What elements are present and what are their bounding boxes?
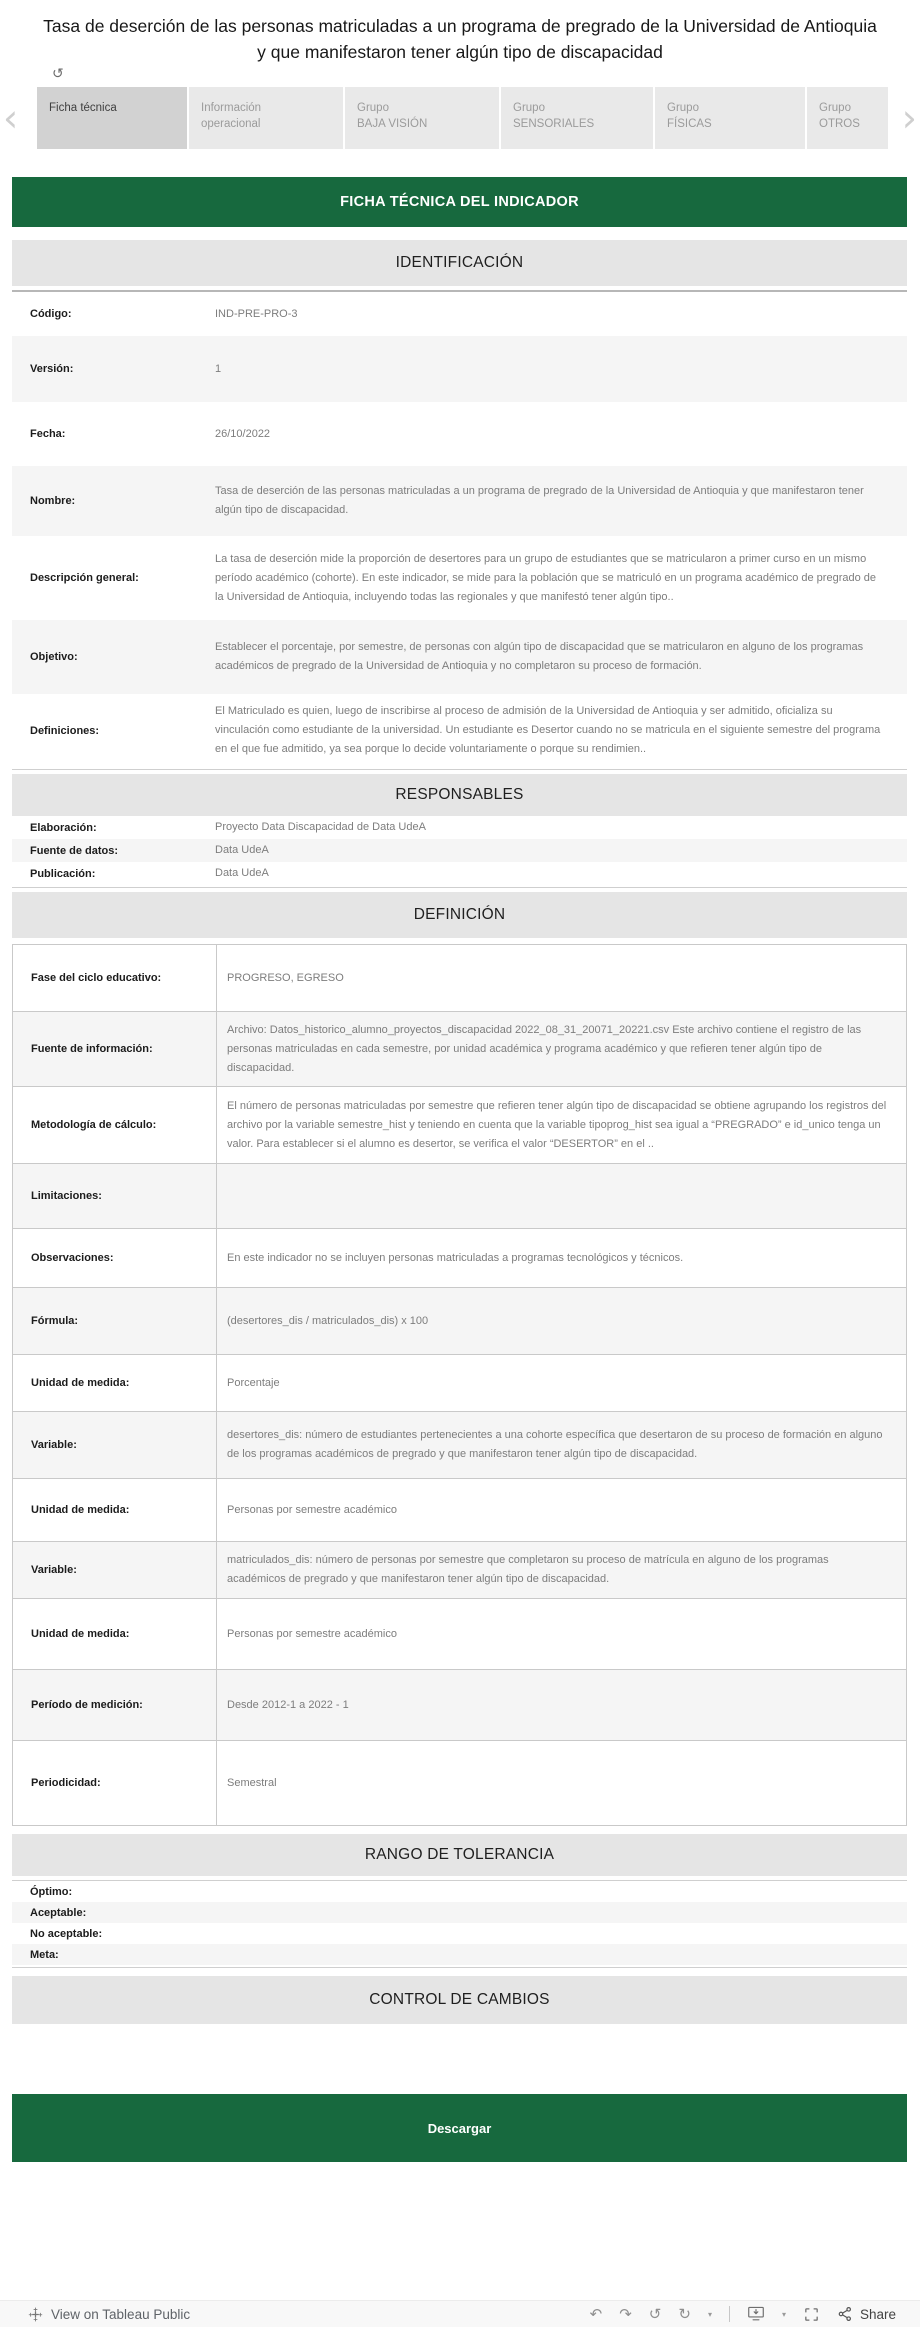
refresh-icon[interactable]: ↺ (52, 66, 64, 82)
field-label: Variable: (13, 1412, 217, 1478)
row-descripcion-general (12, 536, 907, 620)
sheet-banner: FICHA TÉCNICA DEL INDICADOR (12, 177, 907, 227)
chevron-down-icon[interactable]: ▾ (707, 2309, 712, 2319)
undo-icon[interactable]: ↶ (589, 2304, 603, 2323)
divider (12, 769, 907, 770)
field-value: Desde 2012-1 a 2022 - 1 (227, 1698, 349, 1711)
tableau-footer (0, 2300, 920, 2327)
row-elaboracion (12, 816, 907, 839)
divider (12, 1967, 907, 1968)
dashboard-title: Tasa de deserción de las personas matriculadas a un programa de pregrado de la Universidad de Antioquia y que manifestaron tener algún tipo de discapacidad (43, 16, 877, 62)
row-publicacion (12, 862, 907, 885)
field-value: 1 (215, 362, 222, 375)
field-label: Aceptable: (30, 1906, 87, 1919)
field-value: Semestral (227, 1776, 277, 1789)
def-row-fuente-informacion (13, 1012, 906, 1087)
tab-bar (0, 87, 920, 149)
tab-ficha-tecnica[interactable] (37, 87, 187, 149)
field-label: Fuente de datos: (30, 844, 119, 857)
field-label: Fecha: (30, 428, 66, 440)
tab-label: BAJA VISIÓN (357, 118, 428, 130)
descargar-button[interactable]: Descargar (12, 2094, 907, 2162)
field-label: Fase del ciclo educativo: (13, 945, 217, 1011)
fullscreen-icon[interactable] (803, 2306, 820, 2323)
field-value: Personas por semestre académico (227, 1627, 397, 1640)
tab-label: Grupo (667, 102, 699, 114)
field-label: Limitaciones: (13, 1164, 217, 1228)
tab-label: Ficha técnica (49, 102, 117, 114)
refresh-data-icon[interactable]: ↻ (678, 2304, 691, 2323)
tableau-logo-icon (28, 2307, 43, 2322)
field-value: Data UdeA (215, 844, 269, 856)
section-header-responsables: RESPONSABLES (12, 774, 907, 816)
row-meta (12, 1944, 907, 1965)
field-value: Porcentaje (227, 1376, 280, 1389)
def-row-unidad-2 (13, 1479, 906, 1542)
field-label: Meta: (30, 1948, 59, 1961)
def-row-unidad-1 (13, 1355, 906, 1412)
chevron-down-icon[interactable]: ▾ (781, 2309, 786, 2319)
row-definiciones (12, 694, 907, 767)
field-value: Personas por semestre académico (227, 1503, 397, 1516)
field-label: Unidad de medida: (13, 1355, 217, 1411)
field-label: Variable: (13, 1542, 217, 1598)
def-row-unidad-3 (13, 1599, 906, 1670)
row-fecha (12, 402, 907, 466)
tab-label: Grupo (357, 102, 389, 114)
tab-label: Grupo (819, 102, 851, 114)
def-row-formula (13, 1288, 906, 1355)
tab-grupo-baja-vision[interactable] (345, 87, 499, 149)
sheet-content (12, 177, 907, 2162)
row-fuente-datos (12, 839, 907, 862)
tab-label: operacional (201, 118, 261, 130)
share-label: Share (859, 2306, 896, 2322)
empty-area (12, 2024, 907, 2094)
def-row-metodologia (13, 1087, 906, 1164)
field-value: 26/10/2022 (215, 427, 271, 440)
def-row-periodo-medicion (13, 1670, 906, 1741)
field-value: IND-PRE-PRO-3 (215, 307, 298, 320)
row-nombre (12, 466, 907, 536)
field-label: Periodicidad: (13, 1741, 217, 1825)
row-objetivo (12, 620, 907, 694)
chevron-left-icon[interactable]: ‹ (3, 96, 19, 140)
def-row-periodicidad (13, 1741, 906, 1825)
field-value: Establecer el porcentaje, por semestre, de personas con algún tipo de discapacidad que se matricularon en alguno de los programas académicos de pregrado de la Universidad de Antioquia y no completaron su proceso de formación. (215, 641, 864, 672)
view-on-tableau-public-label: View on Tableau Public (51, 2306, 191, 2322)
def-row-variable-1 (13, 1412, 906, 1479)
field-label: Unidad de medida: (13, 1479, 217, 1541)
view-on-tableau-public-link[interactable] (28, 2307, 190, 2322)
def-row-limitaciones (13, 1164, 906, 1229)
download-device-icon[interactable] (747, 2306, 765, 2322)
field-label: Código: (30, 308, 72, 320)
row-no-aceptable (12, 1923, 907, 1944)
row-version (12, 336, 907, 402)
field-label: Nombre: (30, 495, 76, 507)
row-optimo (12, 1881, 907, 1902)
def-row-observaciones (13, 1229, 906, 1288)
definition-table (12, 944, 907, 1826)
field-label: Metodología de cálculo: (13, 1087, 217, 1163)
tab-informacion-operacional[interactable] (189, 87, 343, 149)
row-codigo (12, 292, 907, 336)
field-value: desertores_dis: número de estudiantes pertenecientes a una cohorte específica que desertaron de su proceso de formación en alguno de los programas académicos de pregrado y que manifestaron tener algún tipo de discapacidad. (227, 1429, 883, 1460)
row-aceptable (12, 1902, 907, 1923)
field-value: La tasa de deserción mide la proporción de desertores para un grupo de estudiantes que se matricularon a primer curso en un mismo período académico (cohorte). En este indicador, se mide para la población que se matriculó en un programa académico de pregrado de la Universidad de Antioquia, incluyendo todas las regionales y que manifestó tener algún tipo.. (215, 552, 877, 603)
tab-grupo-sensoriales[interactable] (501, 87, 653, 149)
tab-label: FÍSICAS (667, 118, 712, 130)
field-label: Observaciones: (13, 1229, 217, 1287)
field-value: PROGRESO, EGRESO (227, 971, 344, 984)
chevron-right-icon[interactable]: › (901, 96, 917, 140)
field-value: Archivo: Datos_historico_alumno_proyectos_discapacidad 2022_08_31_20071_20221.csv Este archivo contiene el registro de las personas matriculadas en cada semestre, por unidad académica y programa académico y que refieren tener algún tipo de discapacidad. (227, 1023, 862, 1074)
section-header-definicion: DEFINICIÓN (12, 892, 907, 938)
share-icon (837, 2306, 853, 2322)
section-header-identificacion: IDENTIFICACIÓN (12, 240, 907, 286)
tab-label: Grupo (513, 102, 545, 114)
tab-grupo-fisicas[interactable] (655, 87, 805, 149)
field-label: Elaboración: (30, 821, 97, 834)
share-button[interactable] (837, 2306, 896, 2322)
field-label: Período de medición: (13, 1670, 217, 1740)
tab-label: Información (201, 102, 262, 114)
field-value: El Matriculado es quien, luego de inscribirse al proceso de admisión de la Universidad de Antioquia y ser admitido, oficializa su vinculación como estudiante de la universidad. Un estudiante es Desertor cuando no se matricula en el siguiente semestre del programa en el que fue admitido, ya sea porque lo decide voluntariamente o porque su rendimien.. (215, 705, 881, 755)
field-value: Data UdeA (215, 867, 269, 879)
field-label: Publicación: (30, 867, 96, 880)
def-row-variable-2 (13, 1542, 906, 1599)
field-label: No aceptable: (30, 1927, 103, 1940)
redo-icon[interactable]: ↷ (619, 2304, 632, 2323)
section-header-control-cambios: CONTROL DE CAMBIOS (12, 1976, 907, 2024)
field-value: En este indicador no se incluyen personas matriculadas a programas tecnológicos y técnicos. (227, 1251, 684, 1264)
field-label: Descripción general: (30, 572, 139, 584)
field-label: Versión: (30, 363, 74, 375)
field-value (217, 1164, 906, 1228)
section-header-rango-tolerancia: RANGO DE TOLERANCIA (12, 1834, 907, 1876)
divider (12, 887, 907, 888)
tab-label: SENSORIALES (513, 118, 595, 130)
reset-icon[interactable]: ↺ (648, 2304, 662, 2323)
footer-toolbar (590, 2306, 896, 2323)
field-value: Proyecto Data Discapacidad de Data UdeA (215, 821, 426, 833)
field-value: (desertores_dis / matriculados_dis) x 100 (227, 1314, 429, 1327)
divider (729, 2306, 730, 2322)
tab-label: OTROS (819, 118, 860, 130)
field-label: Fuente de información: (13, 1012, 217, 1086)
tab-grupo-otros[interactable] (807, 87, 888, 149)
field-label: Objetivo: (30, 651, 78, 663)
field-value: matriculados_dis: número de personas por semestre que completaron su proceso de matrícula en alguno de los programas académicos de pregrado y que manifestaron tener algún tipo de discapacidad. (227, 1554, 829, 1585)
field-label: Definiciones: (30, 724, 100, 737)
field-label: Óptimo: (30, 1885, 73, 1898)
field-label: Unidad de medida: (13, 1599, 217, 1669)
def-row-fase-ciclo (13, 945, 906, 1012)
field-value: Tasa de deserción de las personas matriculadas a un programa de pregrado de la Universidad de Antioquia y que manifestaron tener algún tipo de discapacidad. (215, 485, 864, 516)
field-label: Fórmula: (13, 1288, 217, 1354)
field-value: El número de personas matriculadas por semestre que refieren tener algún tipo de discapacidad se obtiene agrupando los registros del archivo por la variable semestre_hist y teniendo en cuenta que la variable tipoprog_hist sea igual a “PREGRADO” e id_unico tenga un valor. Para establecer si el alumno es desertor, se verifica el valor “DESERTOR” en el .. (227, 1099, 887, 1150)
